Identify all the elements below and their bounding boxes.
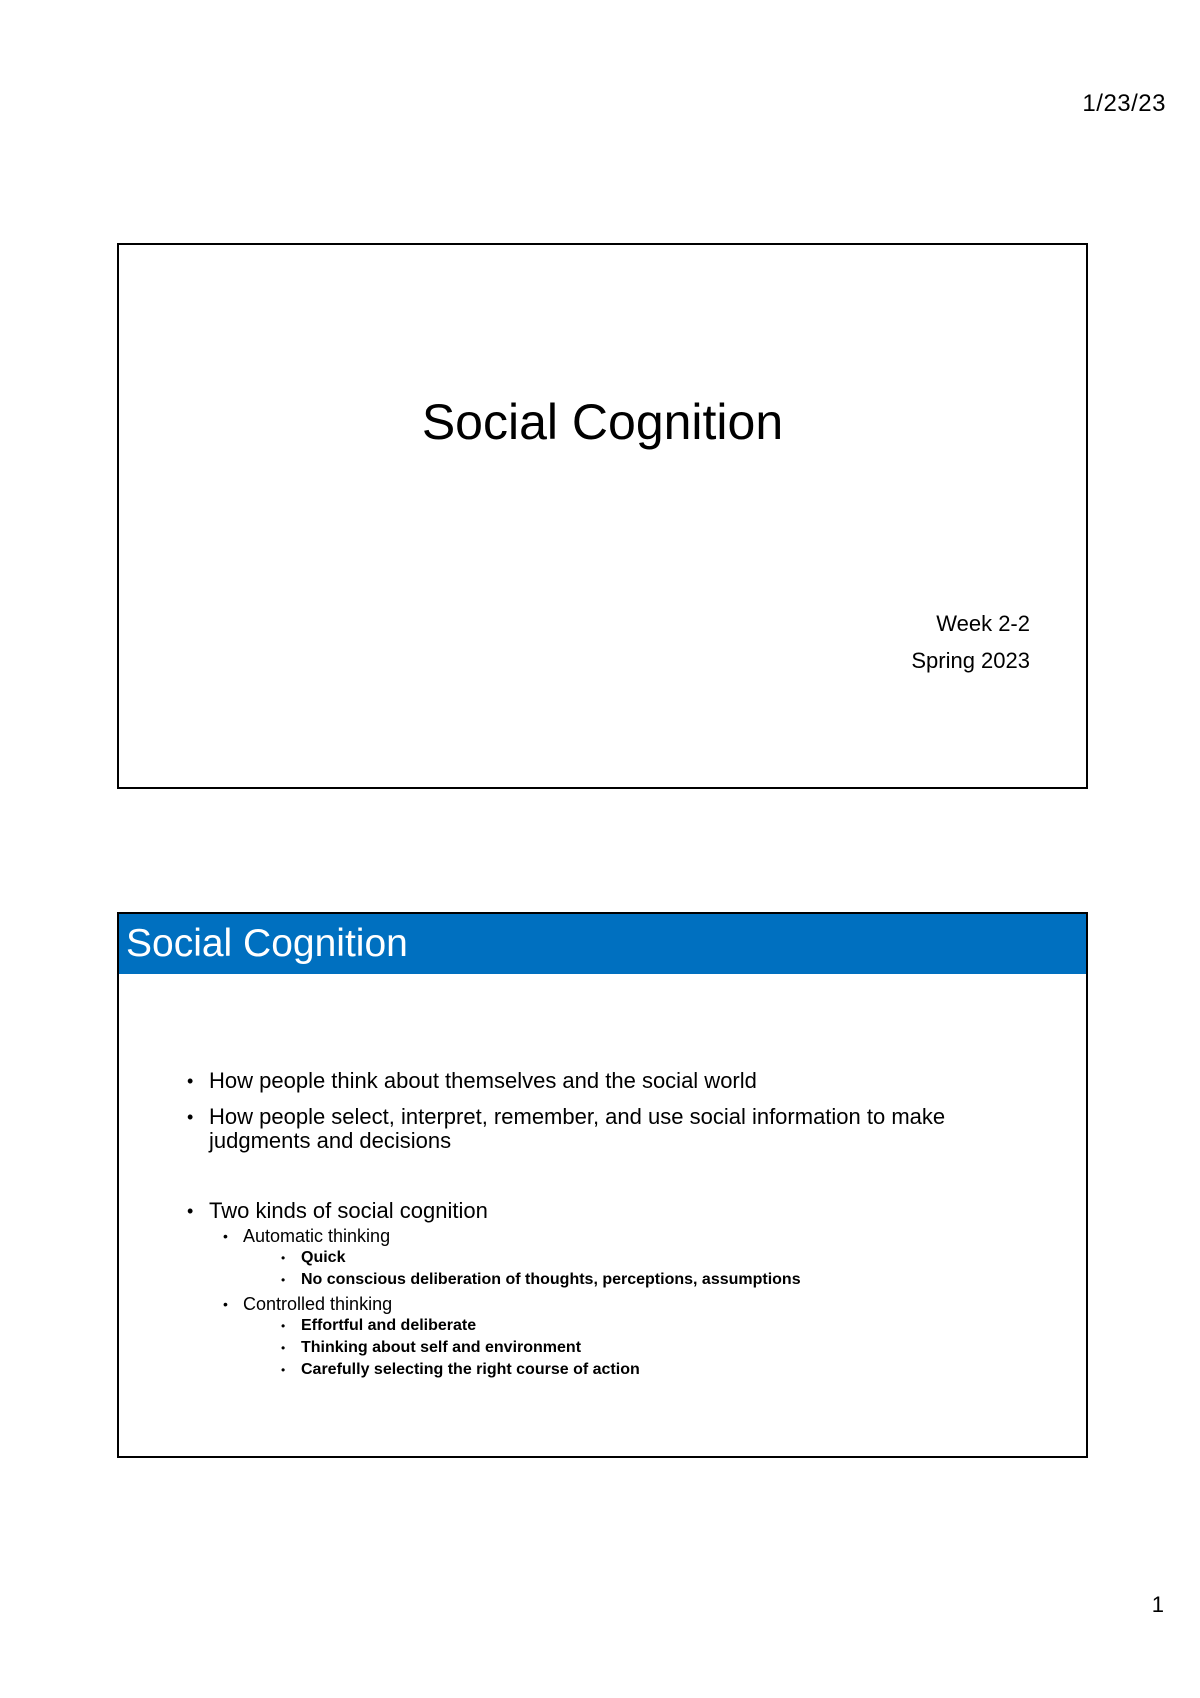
bullet-list (185, 1057, 1026, 1381)
page-number: 1 (1151, 1592, 1164, 1617)
sub-bullet-item (223, 1293, 1026, 1381)
sub-list-container (185, 1225, 1026, 1381)
sub-bullet-text: Automatic thinking (243, 1226, 391, 1246)
slide-header: Social Cognition (119, 914, 1086, 974)
content-slide (117, 912, 1088, 1458)
sub-sub-bullet-item: • Carefully selecting the right course of action (281, 1359, 1026, 1381)
slide-subtitle (911, 605, 1030, 679)
sub-sub-bullet-item: • Quick (281, 1247, 1026, 1269)
sub-bullet-list (223, 1225, 1026, 1381)
sub-bullet-text: Controlled thinking (243, 1294, 393, 1314)
sub-bullet-item (223, 1225, 1026, 1291)
bullet-text: Two kinds of social cognition (209, 1198, 488, 1223)
bullet-item: • How people select, interpret, remember, and use social information to make judgments and decisions (185, 1105, 1026, 1153)
sub-sub-bullet-item: • Thinking about self and environment (281, 1337, 1026, 1359)
bullet-item (185, 1199, 1026, 1223)
sub-sub-bullet-item: • Effortful and deliberate (281, 1315, 1026, 1337)
slide-title: Social Cognition (421, 394, 784, 450)
subtitle-week: Week 2-2 (936, 611, 1030, 636)
subtitle-term: Spring 2023 (911, 648, 1030, 673)
page-date: 1/23/23 (1082, 90, 1166, 117)
sub-sub-bullet-item: • No conscious deliberation of thoughts, perceptions, assumptions (281, 1269, 1026, 1291)
bullet-item: • How people think about themselves and the social world (185, 1069, 1026, 1093)
sub-sub-bullet-list (281, 1315, 1026, 1381)
title-slide (117, 243, 1088, 789)
sub-sub-bullet-list (281, 1247, 1026, 1291)
